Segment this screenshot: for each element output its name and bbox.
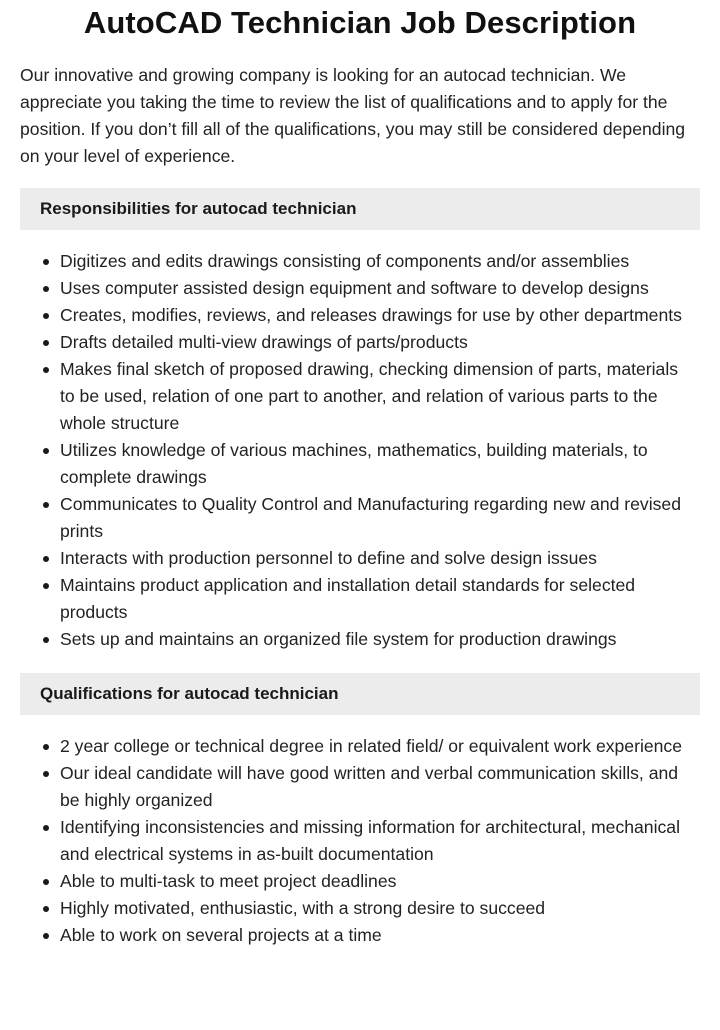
list-item: Uses computer assisted design equipment and software to develop designs xyxy=(60,275,700,302)
qualifications-list xyxy=(20,733,700,949)
page-title: AutoCAD Technician Job Description xyxy=(83,5,637,40)
list-item: Sets up and maintains an organized file system for production drawings xyxy=(60,626,700,653)
qualifications-heading: Qualifications for autocad technician xyxy=(20,673,700,715)
responsibilities-list xyxy=(20,248,700,653)
list-item: Drafts detailed multi-view drawings of parts/products xyxy=(60,329,700,356)
list-item: Communicates to Quality Control and Manufacturing regarding new and revised prints xyxy=(60,491,700,545)
list-item: Creates, modifies, reviews, and releases drawings for use by other departments xyxy=(60,302,700,329)
responsibilities-heading: Responsibilities for autocad technician xyxy=(20,188,700,230)
list-item: Utilizes knowledge of various machines, mathematics, building materials, to complete drawings xyxy=(60,437,700,491)
list-item: Our ideal candidate will have good written and verbal communication skills, and be highly organized xyxy=(60,760,700,814)
list-item: Able to work on several projects at a time xyxy=(60,922,700,949)
list-item: Interacts with production personnel to define and solve design issues xyxy=(60,545,700,572)
list-item: Digitizes and edits drawings consisting of components and/or assemblies xyxy=(60,248,700,275)
list-item: 2 year college or technical degree in related field/ or equivalent work experience xyxy=(60,733,700,760)
list-item: Makes final sketch of proposed drawing, checking dimension of parts, materials to be used, relation of one part to another, and relation of various parts to the whole structure xyxy=(60,356,700,437)
list-item: Highly motivated, enthusiastic, with a strong desire to succeed xyxy=(60,895,700,922)
list-item: Identifying inconsistencies and missing information for architectural, mechanical and electrical systems in as-built documentation xyxy=(60,814,700,868)
intro-paragraph: Our innovative and growing company is looking for an autocad technician. We appreciate you taking the time to review the list of qualifications and to apply for the position. If you don’t fill all of the qualifications, you may still be considered depending on your level of experience. xyxy=(20,65,686,166)
list-item: Maintains product application and installation detail standards for selected products xyxy=(60,572,700,626)
list-item: Able to multi-task to meet project deadlines xyxy=(60,868,700,895)
